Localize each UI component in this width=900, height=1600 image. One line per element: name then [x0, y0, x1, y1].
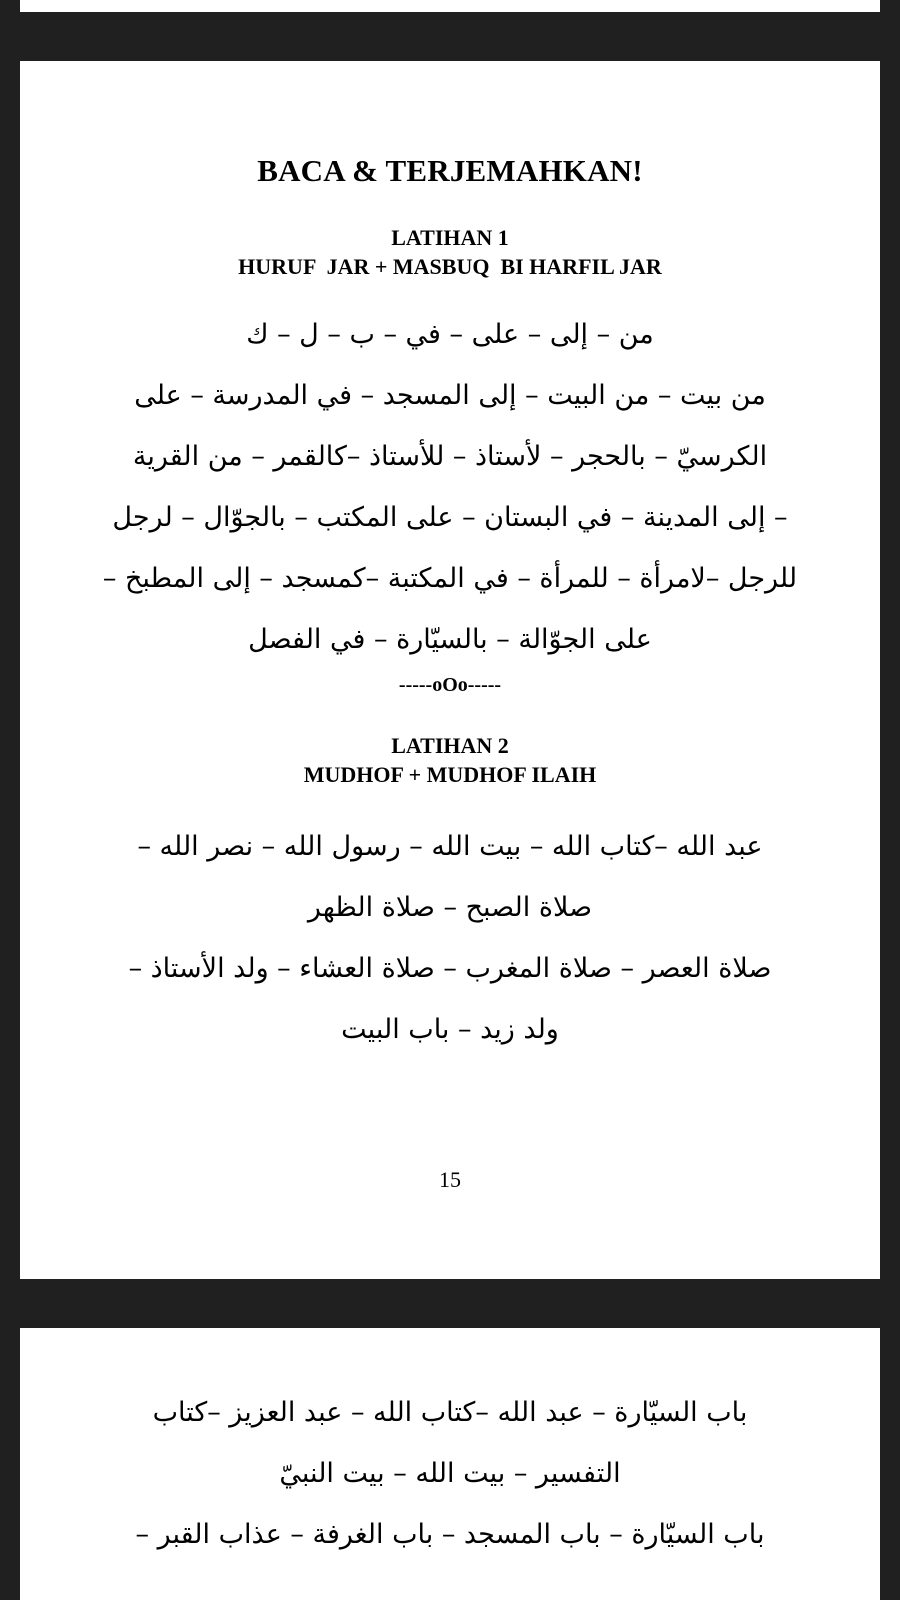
- next-page: [20, 1328, 880, 1600]
- exercise-line: صلاة الصبح – صلاة الظهر: [307, 892, 593, 923]
- exercise-line: ولد زيد – باب البيت: [341, 1014, 559, 1045]
- exercise-line: – إلى المدينة – في البستان – على المكتب – بالجوّال – لرجل: [112, 502, 788, 533]
- page-number: 15: [439, 1167, 461, 1192]
- exercise-line: الكرسيّ – بالحجر – لأستاذ – للأستاذ –كالقمر – من القرية: [132, 441, 768, 472]
- exercise-line: على الجوّالة – بالسيّارة – في الفصل: [248, 624, 652, 655]
- latihan-2-heading: [20, 731, 880, 789]
- latihan-2-exercise-text: [80, 816, 820, 1060]
- latihan-1-heading: [20, 223, 880, 281]
- latihan-2-label: LATIHAN 2: [391, 733, 509, 758]
- latihan-1-subtitle: HURUF JAR + MASBUQ BI HARFIL JAR: [238, 254, 662, 279]
- exercise-line: التفسير – بيت الله – بيت النبيّ: [279, 1458, 621, 1489]
- exercise-line: صلاة العصر – صلاة المغرب – صلاة العشاء – ولد الأستاذ –: [128, 953, 772, 984]
- page-title: BACA & TERJEMAHKAN!: [257, 153, 643, 188]
- latihan-1-label: LATIHAN 1: [391, 225, 509, 250]
- latihan-2-subtitle: MUDHOF + MUDHOF ILAIH: [303, 762, 597, 787]
- next-page-exercise-text: [80, 1382, 820, 1565]
- previous-page: [20, 0, 880, 12]
- exercise-line: من – إلى – على – في – ب – ل – ك: [246, 319, 654, 350]
- latihan-1-exercise-text: [80, 304, 820, 670]
- current-page: [20, 61, 880, 1279]
- exercise-line: باب السيّارة – باب المسجد – باب الغرفة – عذاب القبر –: [135, 1519, 765, 1550]
- section-separator: -----oOo-----: [398, 674, 502, 696]
- exercise-line: من بيت – من البيت – إلى المسجد – في المدرسة – على: [134, 380, 766, 411]
- exercise-line: عبد الله –كتاب الله – بيت الله – رسول الله – نصر الله –: [137, 831, 763, 862]
- exercise-line: للرجل –لامرأة – للمرأة – في المكتبة –كمسجد – إلى المطبخ –: [102, 563, 798, 594]
- exercise-line: باب السيّارة – عبد الله –كتاب الله – عبد العزيز –كتاب: [152, 1397, 748, 1428]
